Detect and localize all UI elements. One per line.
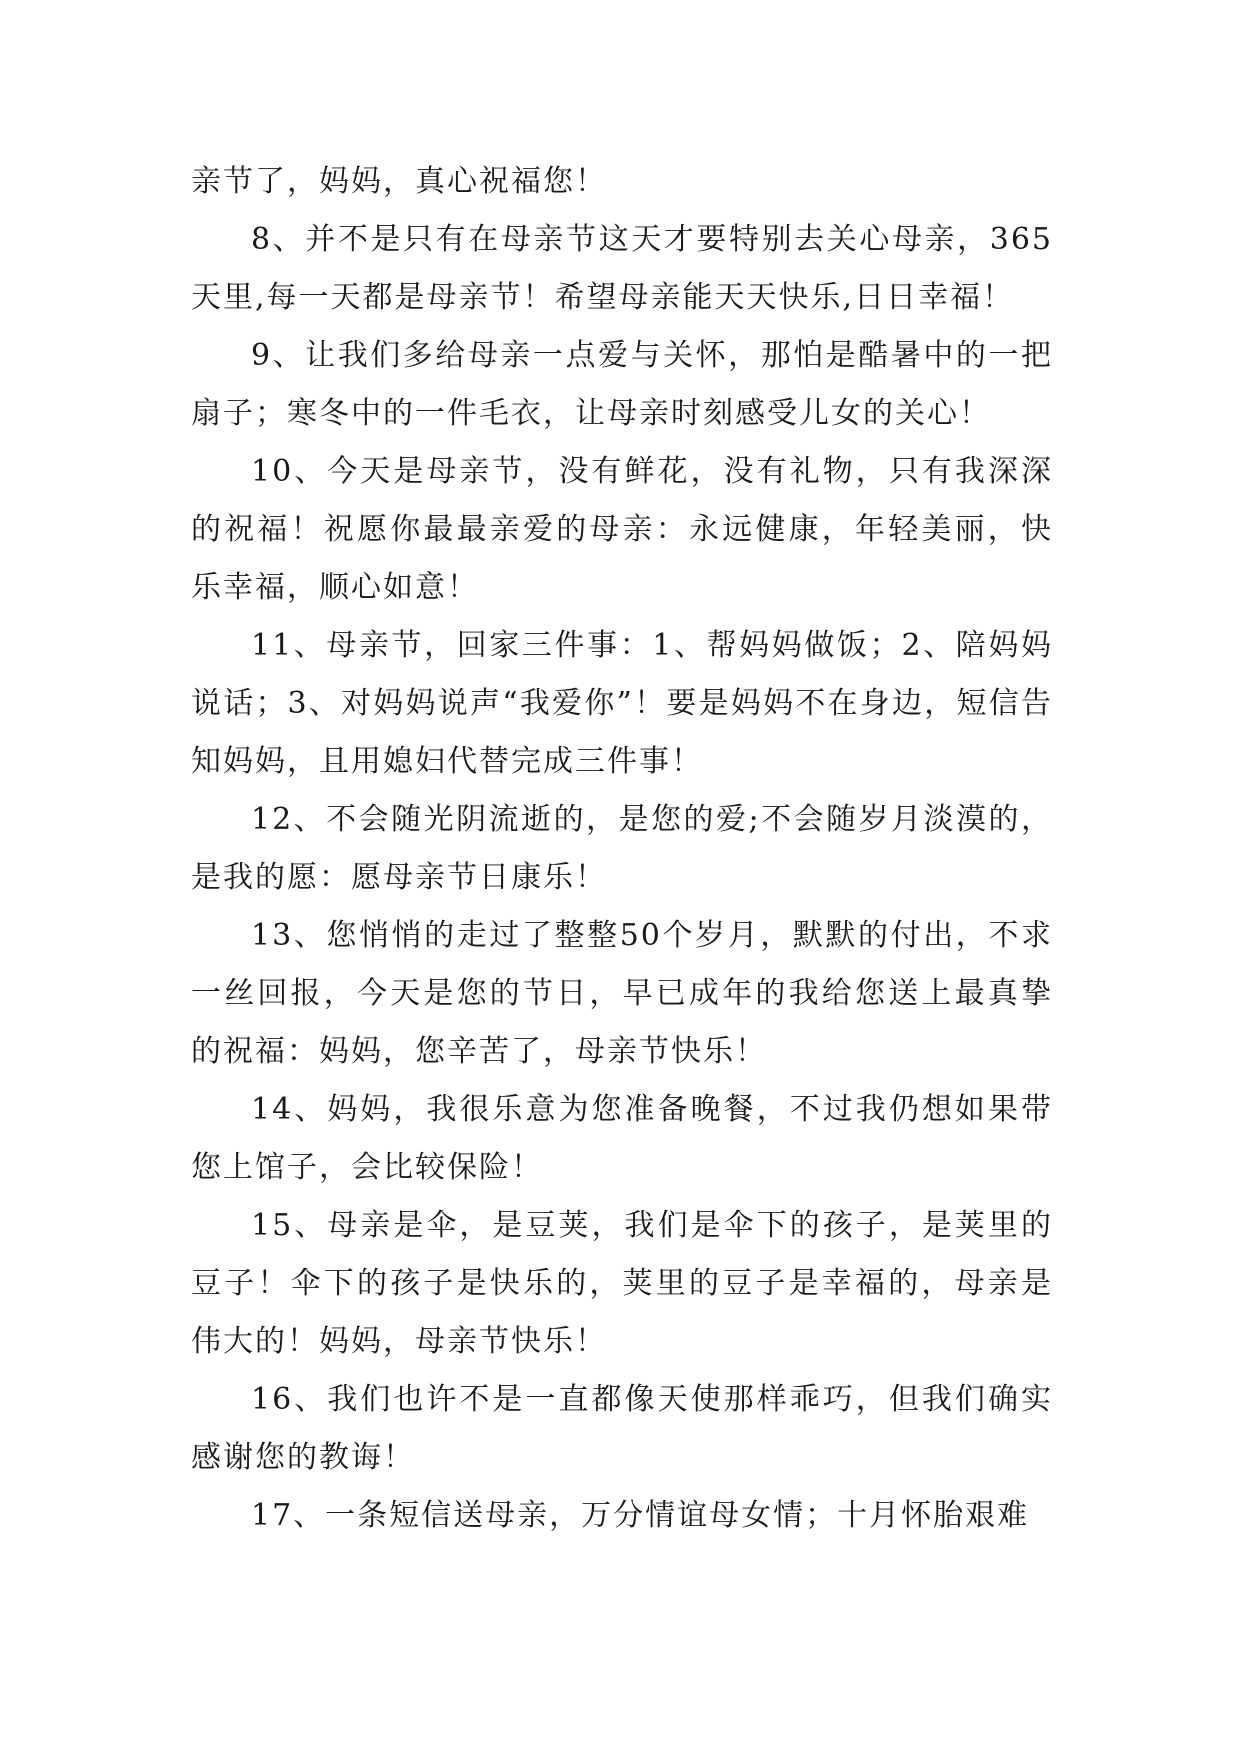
document-body <box>191 153 1053 1545</box>
paragraph-item-12: 12、不会随光阴流逝的，是您的爱;不会随岁月淡漠的，是我的愿：愿母亲节日康乐！ <box>191 802 1053 895</box>
paragraph-item-9: 9、让我们多给母亲一点爱与关怀，那怕是酷暑中的一把扇子；寒冬中的一件毛衣，让母亲时刻感受儿女的关心！ <box>191 338 1053 431</box>
paragraph-continuation: 亲节了，妈妈，真心祝福您！ <box>191 164 607 199</box>
paragraph-item-15: 15、母亲是伞，是豆荚，我们是伞下的孩子，是荚里的豆子！伞下的孩子是快乐的，荚里的豆子是幸福的，母亲是伟大的！妈妈，母亲节快乐！ <box>191 1208 1053 1359</box>
paragraph-item-13: 13、您悄悄的走过了整整50个岁月，默默的付出，不求一丝回报，今天是您的节日，早已成年的我给您送上最真挚的祝福：妈妈，您辛苦了，母亲节快乐！ <box>191 918 1053 1069</box>
paragraph-item-16: 16、我们也许不是一直都像天使那样乖巧，但我们确实感谢您的教诲！ <box>191 1382 1053 1475</box>
paragraph-item-17: 17、一条短信送母亲，万分情谊母女情；十月怀胎艰难 <box>251 1498 1030 1533</box>
paragraph-item-11: 11、母亲节，回家三件事：1、帮妈妈做饭；2、陪妈妈说话；3、对妈妈说声“我爱你”！要是妈妈不在身边，短信告知妈妈，且用媳妇代替完成三件事！ <box>191 628 1053 779</box>
paragraph-item-14: 14、妈妈，我很乐意为您准备晚餐，不过我仍想如果带您上馆子，会比较保险！ <box>191 1092 1053 1185</box>
paragraph-item-10: 10、今天是母亲节，没有鲜花，没有礼物，只有我深深的祝福！祝愿你最最亲爱的母亲：永远健康，年轻美丽，快乐幸福，顺心如意！ <box>191 454 1053 605</box>
paragraph-item-8: 8、并不是只有在母亲节这天才要特别去关心母亲，365天里,每一天都是母亲节！希望母亲能天天快乐,日日幸福！ <box>191 222 1053 315</box>
